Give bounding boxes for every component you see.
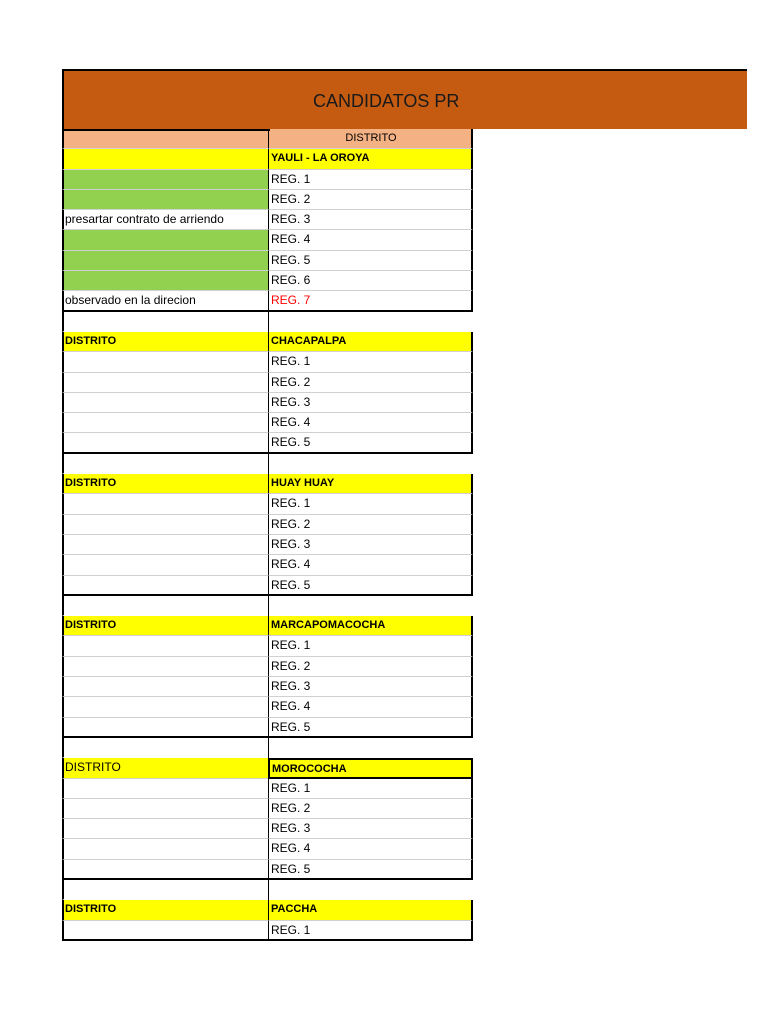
registry-row	[62, 352, 473, 372]
cell-a[interactable]	[62, 190, 268, 210]
registry-row	[62, 251, 473, 271]
cell-b[interactable]: REG. 2	[268, 799, 473, 819]
header-cell-a[interactable]	[62, 69, 270, 131]
registry-row	[62, 636, 473, 656]
cell-a[interactable]	[62, 494, 268, 514]
cell-a[interactable]: DISTRITO	[62, 474, 268, 494]
cell-a[interactable]: DISTRITO	[62, 758, 268, 778]
registry-row	[62, 839, 473, 859]
cell-a[interactable]	[62, 819, 268, 839]
district-header-row	[62, 332, 473, 352]
registry-row	[62, 657, 473, 677]
cell-b[interactable]: REG. 2	[268, 515, 473, 535]
cell-b[interactable]: REG. 3	[268, 677, 473, 697]
cell-b[interactable]: REG. 1	[268, 494, 473, 514]
cell-b[interactable]: REG. 2	[268, 657, 473, 677]
cell-b[interactable]: REG. 3	[268, 535, 473, 555]
cell-b[interactable]: REG. 3	[268, 210, 473, 230]
spacer-row	[62, 312, 473, 332]
cell-a[interactable]	[62, 657, 268, 677]
cell-b[interactable]	[268, 596, 473, 616]
cell-a[interactable]	[62, 393, 268, 413]
cell-a[interactable]	[62, 433, 268, 453]
cell-b[interactable]: REG. 4	[268, 697, 473, 717]
cell-a[interactable]	[62, 271, 268, 291]
cell-a[interactable]	[62, 576, 268, 596]
cell-b[interactable]: REG. 1	[268, 170, 473, 190]
cell-a[interactable]	[62, 170, 268, 190]
sheet-body	[62, 149, 473, 941]
spreadsheet	[62, 69, 473, 941]
cell-b[interactable]: REG. 1	[268, 636, 473, 656]
cell-b[interactable]: REG. 1	[268, 352, 473, 372]
header-cell-b[interactable]	[269, 69, 747, 129]
cell-a[interactable]	[62, 839, 268, 859]
cell-b[interactable]: REG. 5	[268, 860, 473, 880]
registry-row	[62, 190, 473, 210]
cell-a[interactable]	[62, 779, 268, 799]
cell-a[interactable]	[62, 149, 268, 169]
cell-b[interactable]: MARCAPOMACOCHA	[268, 616, 473, 636]
cell-a[interactable]: DISTRITO	[62, 332, 268, 352]
cell-a[interactable]	[62, 738, 268, 758]
cell-b[interactable]: REG. 4	[268, 555, 473, 575]
registry-row	[62, 555, 473, 575]
cell-b[interactable]: MOROCOCHA	[268, 758, 473, 778]
district-header-row	[62, 758, 473, 778]
cell-b[interactable]: REG. 5	[268, 251, 473, 271]
registry-row	[62, 413, 473, 433]
cell-b[interactable]: HUAY HUAY	[268, 474, 473, 494]
cell-b[interactable]: REG. 2	[268, 373, 473, 393]
cell-a[interactable]	[62, 555, 268, 575]
header-row	[62, 69, 473, 129]
registry-row	[62, 494, 473, 514]
cell-a[interactable]	[62, 677, 268, 697]
subheader-row	[62, 129, 473, 149]
cell-a[interactable]	[62, 860, 268, 880]
cell-b[interactable]	[268, 454, 473, 474]
registry-row	[62, 677, 473, 697]
cell-a[interactable]	[62, 312, 268, 332]
district-header-row	[62, 149, 473, 169]
registry-row	[62, 819, 473, 839]
registry-row	[62, 697, 473, 717]
registry-row	[62, 535, 473, 555]
spacer-row	[62, 738, 473, 758]
cell-b[interactable]: PACCHA	[268, 900, 473, 920]
cell-a[interactable]	[62, 230, 268, 250]
cell-b[interactable]: REG. 7	[268, 291, 473, 311]
cell-b[interactable]: REG. 2	[268, 190, 473, 210]
spacer-row	[62, 880, 473, 900]
cell-a[interactable]: presartar contrato de arriendo	[62, 210, 268, 230]
cell-b[interactable]: REG. 1	[268, 921, 473, 941]
registry-row	[62, 921, 473, 941]
cell-a[interactable]: DISTRITO	[62, 900, 268, 920]
sheet-title: CANDIDATOS PR	[313, 91, 460, 111]
cell-a[interactable]	[62, 718, 268, 738]
registry-row	[62, 718, 473, 738]
registry-row	[62, 170, 473, 190]
cell-b[interactable]: YAULI - LA OROYA	[268, 149, 473, 169]
registry-row	[62, 230, 473, 250]
registry-row	[62, 393, 473, 413]
spacer-row	[62, 454, 473, 474]
district-header-row	[62, 474, 473, 494]
cell-a[interactable]	[62, 880, 268, 900]
registry-row	[62, 515, 473, 535]
cell-b[interactable]: REG. 6	[268, 271, 473, 291]
cell-b[interactable]: REG. 4	[268, 413, 473, 433]
registry-row	[62, 860, 473, 880]
cell-a[interactable]	[62, 636, 268, 656]
cell-b[interactable]	[268, 880, 473, 900]
cell-b[interactable]	[268, 312, 473, 332]
cell-a[interactable]	[62, 535, 268, 555]
spacer-row	[62, 596, 473, 616]
registry-row	[62, 576, 473, 596]
cell-a[interactable]	[62, 921, 268, 941]
registry-row	[62, 433, 473, 453]
cell-a[interactable]	[62, 352, 268, 372]
registry-row	[62, 271, 473, 291]
cell-a[interactable]	[62, 413, 268, 433]
cell-b[interactable]	[268, 738, 473, 758]
subheader-cell-a[interactable]	[62, 129, 268, 149]
cell-b[interactable]: REG. 5	[268, 576, 473, 596]
registry-row	[62, 291, 473, 311]
cell-b[interactable]: REG. 3	[268, 819, 473, 839]
registry-row	[62, 779, 473, 799]
cell-b[interactable]: REG. 4	[268, 839, 473, 859]
registry-row	[62, 799, 473, 819]
cell-b[interactable]: REG. 1	[268, 779, 473, 799]
cell-a[interactable]	[62, 799, 268, 819]
cell-a[interactable]: DISTRITO	[62, 616, 268, 636]
cell-a[interactable]	[62, 373, 268, 393]
cell-b[interactable]: REG. 3	[268, 393, 473, 413]
cell-a[interactable]	[62, 454, 268, 474]
cell-a[interactable]	[62, 596, 268, 616]
subheader-cell-b[interactable]: DISTRITO	[268, 129, 473, 149]
registry-row	[62, 210, 473, 230]
cell-b[interactable]: REG. 4	[268, 230, 473, 250]
cell-a[interactable]: observado en la direcion	[62, 291, 268, 311]
district-header-row	[62, 900, 473, 920]
district-header-row	[62, 616, 473, 636]
cell-b[interactable]: REG. 5	[268, 433, 473, 453]
registry-row	[62, 373, 473, 393]
cell-a[interactable]	[62, 515, 268, 535]
cell-a[interactable]	[62, 697, 268, 717]
cell-a[interactable]	[62, 251, 268, 271]
cell-b[interactable]: CHACAPALPA	[268, 332, 473, 352]
cell-b[interactable]: REG. 5	[268, 718, 473, 738]
